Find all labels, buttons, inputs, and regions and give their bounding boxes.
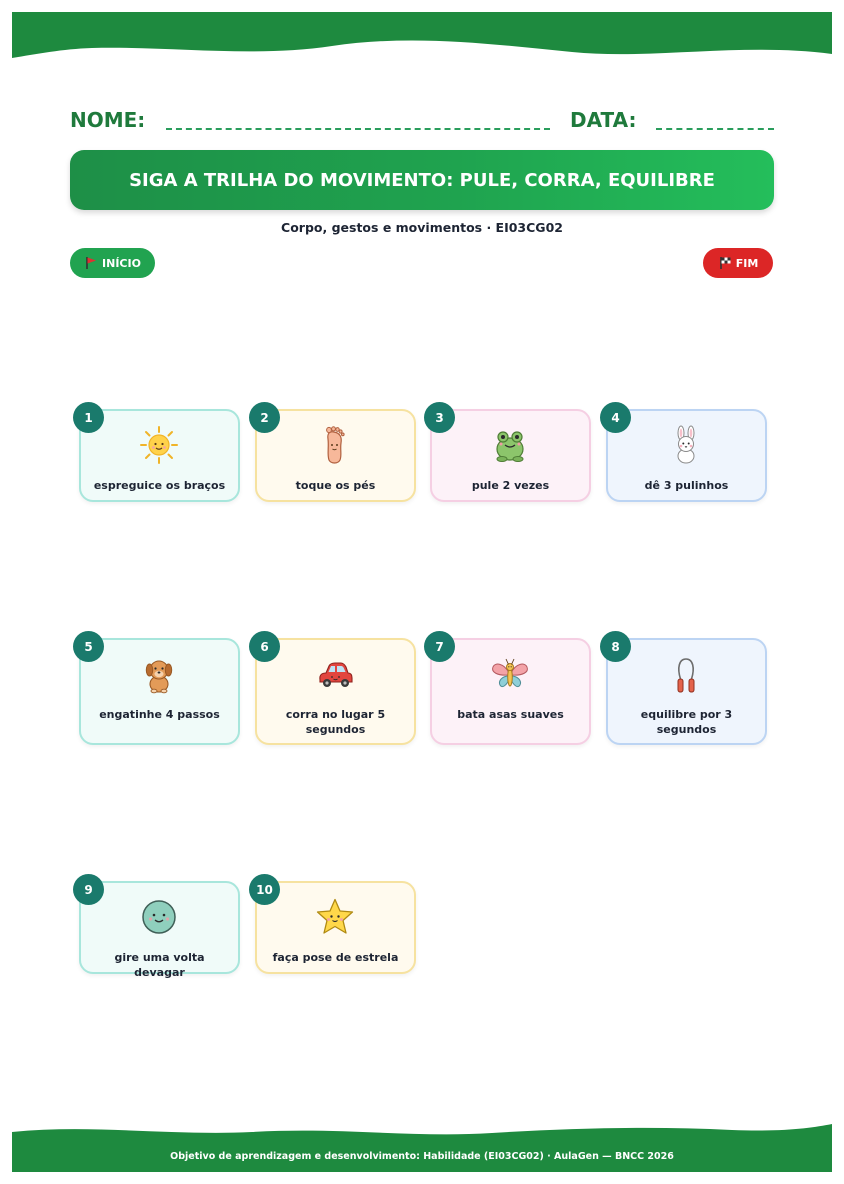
step-number-badge: 6 bbox=[249, 631, 280, 662]
bunny-icon bbox=[666, 425, 706, 465]
step-card-7 bbox=[430, 638, 591, 745]
puppy-icon bbox=[139, 654, 179, 694]
step-number-badge: 10 bbox=[249, 874, 280, 905]
red-flag-icon bbox=[84, 256, 98, 270]
step-number-badge: 1 bbox=[73, 402, 104, 433]
step-label: gire uma volta devagar bbox=[114, 951, 205, 979]
step-number-badge: 7 bbox=[424, 631, 455, 662]
step-card-4 bbox=[606, 409, 767, 502]
step-number-badge: 2 bbox=[249, 402, 280, 433]
smiley-ball-icon bbox=[139, 897, 179, 937]
step-label: toque os pés bbox=[295, 479, 376, 492]
step-number-badge: 9 bbox=[73, 874, 104, 905]
step-card-2 bbox=[255, 409, 416, 502]
step-number-badge: 8 bbox=[600, 631, 631, 662]
step-card-1 bbox=[79, 409, 240, 502]
step-card-3 bbox=[430, 409, 591, 502]
start-marker bbox=[70, 248, 155, 278]
step-label: espreguice os braços bbox=[93, 479, 226, 492]
step-card-5 bbox=[79, 638, 240, 745]
end-marker bbox=[703, 248, 773, 278]
step-label: equilibre por 3 segundos bbox=[640, 708, 733, 736]
step-number-badge: 5 bbox=[73, 631, 104, 662]
step-card-8 bbox=[606, 638, 767, 745]
name-date-row bbox=[70, 108, 774, 138]
step-number-badge: 4 bbox=[600, 402, 631, 433]
end-label: FIM bbox=[735, 256, 759, 270]
title-banner bbox=[70, 150, 774, 210]
step-label: dê 3 pulinhos bbox=[644, 479, 729, 492]
frog-icon bbox=[490, 425, 530, 465]
step-label: pule 2 vezes bbox=[471, 479, 550, 492]
step-label: corra no lugar 5 segundos bbox=[285, 708, 386, 736]
name-label: NOME: bbox=[70, 108, 146, 132]
sun-icon bbox=[139, 425, 179, 465]
date-line[interactable] bbox=[656, 128, 774, 130]
top-wave-decoration bbox=[12, 12, 832, 62]
jump-rope-icon bbox=[666, 654, 706, 694]
step-card-9 bbox=[79, 881, 240, 979]
car-icon bbox=[315, 654, 355, 694]
name-line[interactable] bbox=[166, 128, 550, 130]
step-label: faça pose de estrela bbox=[272, 951, 399, 964]
butterfly-icon bbox=[490, 654, 530, 694]
step-label: bata asas suaves bbox=[457, 708, 564, 721]
footer-objective-text: Objetivo de aprendizagem e desenvolvimento: Habilidade (EI03CG02) · AulaGen — BNCC 2026 bbox=[170, 1151, 674, 1162]
page-subtitle: Corpo, gestos e movimentos · EI03CG02 bbox=[281, 220, 563, 235]
checkered-flag-icon bbox=[718, 256, 732, 270]
worksheet-page bbox=[12, 12, 832, 1172]
start-label: INÍCIO bbox=[102, 256, 141, 270]
bottom-wave-decoration bbox=[12, 1122, 832, 1172]
step-card-10 bbox=[255, 881, 416, 974]
star-icon bbox=[315, 897, 355, 937]
step-card-6 bbox=[255, 638, 416, 745]
step-label: engatinhe 4 passos bbox=[99, 708, 220, 721]
date-label: DATA: bbox=[570, 108, 637, 132]
step-number-badge: 3 bbox=[424, 402, 455, 433]
foot-icon bbox=[315, 425, 355, 465]
page-title: SIGA A TRILHA DO MOVIMENTO: PULE, CORRA, EQUILIBRE bbox=[129, 169, 715, 191]
